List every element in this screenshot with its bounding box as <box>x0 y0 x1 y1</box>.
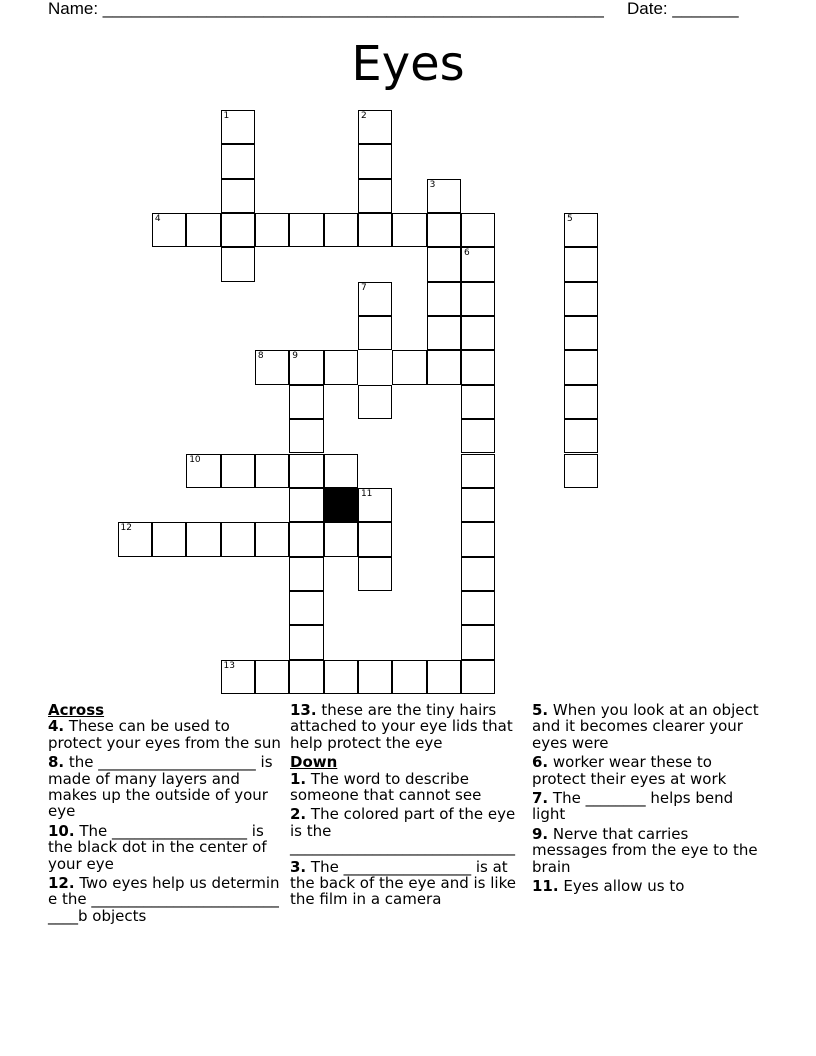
grid-cell[interactable] <box>358 660 392 694</box>
clue-text: When you look at an object and it becomes clearer your eyes were <box>532 701 759 752</box>
clue-text: Nerve that carries messages from the eye to the brain <box>532 824 758 876</box>
grid-cell[interactable] <box>358 144 392 178</box>
clue-number: 12. <box>48 874 75 893</box>
grid-cell[interactable] <box>255 522 289 556</box>
grid-cell[interactable] <box>461 660 495 694</box>
grid-cell[interactable] <box>324 522 358 556</box>
clue-number: 5. <box>532 701 549 719</box>
grid-cell[interactable] <box>427 316 461 350</box>
grid-cell[interactable] <box>358 316 392 350</box>
grid-cell[interactable] <box>358 488 392 522</box>
grid-cell[interactable] <box>564 247 598 281</box>
grid-cell[interactable] <box>221 179 255 213</box>
clue-text: Two eyes help us determine the _____________________________b objects <box>48 874 280 925</box>
page-title: Eyes <box>351 36 465 92</box>
clue-text: worker wear these to protect their eyes at work <box>532 753 727 788</box>
clue-text: Eyes allow us to <box>558 877 685 896</box>
clue-number: 2. <box>290 805 307 824</box>
grid-cell[interactable] <box>427 282 461 316</box>
grid-cell[interactable] <box>186 522 220 556</box>
grid-cell[interactable] <box>461 522 495 556</box>
grid-cell[interactable] <box>289 385 323 419</box>
date-field: Date: _______ <box>627 0 739 18</box>
grid-cell[interactable] <box>289 557 323 591</box>
grid-cell[interactable] <box>564 316 598 350</box>
grid-cell[interactable] <box>289 625 323 659</box>
clue-across-13 <box>290 702 520 751</box>
clue-down-9 <box>532 826 768 875</box>
grid-cell[interactable] <box>221 213 255 247</box>
grid-cell[interactable] <box>461 350 495 384</box>
clue-column-2 <box>290 702 520 911</box>
clue-number: 1. <box>290 769 307 788</box>
grid-cell[interactable] <box>221 660 255 694</box>
grid-cell[interactable] <box>427 660 461 694</box>
grid-cell[interactable] <box>221 454 255 488</box>
clue-down-3 <box>290 859 520 908</box>
clue-text: The colored part of the eye is the ______________________________ <box>290 805 516 857</box>
grid-cell[interactable] <box>289 350 323 384</box>
clue-across-4 <box>48 718 284 751</box>
clue-text: The ________ helps bend light <box>532 789 734 824</box>
grid-cell[interactable] <box>186 454 220 488</box>
clue-number-label: 3 <box>429 179 436 190</box>
grid-cell[interactable] <box>289 591 323 625</box>
clue-text: The _________________ is at the back of the eye and is like the film in a camera <box>290 857 516 909</box>
clue-number: 13. <box>290 701 317 719</box>
clue-down-1 <box>290 771 520 804</box>
grid-cell[interactable] <box>392 350 426 384</box>
grid-cell[interactable] <box>358 522 392 556</box>
clue-number-label: 12 <box>120 523 132 534</box>
grid-cell[interactable] <box>324 454 358 488</box>
name-field: Name: _____________________________________________________ <box>48 0 604 18</box>
clue-number-label: 10 <box>189 454 201 465</box>
clue-across-8 <box>48 754 284 820</box>
clue-text: The __________________ is the black dot in the center of your eye <box>48 821 267 873</box>
clue-number-label: 8 <box>257 351 264 362</box>
clue-column-3 <box>532 702 768 897</box>
clue-number: 10. <box>48 821 75 840</box>
clue-number-label: 9 <box>292 351 298 362</box>
clue-number: 9. <box>532 824 549 843</box>
grid-cell[interactable] <box>392 213 426 247</box>
clue-number: 8. <box>48 753 65 772</box>
grid-cell[interactable] <box>427 213 461 247</box>
grid-block <box>324 488 358 522</box>
grid-cell[interactable] <box>427 247 461 281</box>
grid-cell[interactable] <box>289 522 323 556</box>
clue-number: 4. <box>48 717 65 736</box>
grid-cell[interactable] <box>255 213 289 247</box>
grid-cell[interactable] <box>564 385 598 419</box>
grid-cell[interactable] <box>221 144 255 178</box>
clue-text: The word to describe someone that cannot see <box>290 769 482 805</box>
grid-cell[interactable] <box>564 419 598 453</box>
clue-down-6 <box>532 754 768 787</box>
grid-cell[interactable] <box>324 213 358 247</box>
clue-number-label: 2 <box>360 111 367 121</box>
grid-cell[interactable] <box>289 454 323 488</box>
grid-cell[interactable] <box>461 591 495 625</box>
grid-cell[interactable] <box>358 110 392 144</box>
grid-cell[interactable] <box>221 522 255 556</box>
clue-across-12 <box>48 875 284 924</box>
grid-cell[interactable] <box>324 350 358 384</box>
grid-cell[interactable] <box>152 213 186 247</box>
grid-cell[interactable] <box>564 282 598 316</box>
grid-cell[interactable] <box>289 213 323 247</box>
clue-number: 6. <box>532 753 549 772</box>
grid-cell[interactable] <box>186 213 220 247</box>
grid-cell[interactable] <box>289 419 323 453</box>
clue-number: 3. <box>290 857 307 876</box>
clue-number-label: 4 <box>154 214 161 225</box>
grid-cell[interactable] <box>461 488 495 522</box>
grid-cell[interactable] <box>221 247 255 281</box>
grid-cell[interactable] <box>564 350 598 384</box>
clue-down-5 <box>532 702 768 751</box>
clue-number: 11. <box>532 877 559 896</box>
clue-text: the _____________________ is made of many layers and makes up the outside of your eye <box>48 753 273 821</box>
clue-down-2 <box>290 806 520 855</box>
across-heading: Across <box>48 701 105 719</box>
grid-cell[interactable] <box>392 660 426 694</box>
clue-number-label: 5 <box>567 214 573 225</box>
grid-cell[interactable] <box>118 522 152 556</box>
grid-cell[interactable] <box>358 179 392 213</box>
grid-cell[interactable] <box>461 454 495 488</box>
grid-cell[interactable] <box>461 419 495 453</box>
grid-cell[interactable] <box>358 213 392 247</box>
grid-cell[interactable] <box>324 660 358 694</box>
clue-down-7 <box>532 790 768 823</box>
grid-cell[interactable] <box>461 213 495 247</box>
grid-cell[interactable] <box>461 385 495 419</box>
clue-number-label: 1 <box>223 111 230 121</box>
clue-across-10 <box>48 823 284 872</box>
clue-number-label: 11 <box>360 488 373 499</box>
down-heading: Down <box>290 753 338 772</box>
grid-cell[interactable] <box>255 660 289 694</box>
clue-text: these are the tiny hairs attached to your eye lids that help protect the eye <box>290 701 513 752</box>
grid-cell[interactable] <box>461 247 495 281</box>
grid-cell[interactable] <box>358 282 392 316</box>
clue-number-label: 6 <box>464 248 470 259</box>
grid-cell[interactable] <box>461 316 495 350</box>
grid-cell[interactable] <box>461 282 495 316</box>
grid-cell[interactable] <box>461 625 495 659</box>
clue-column-1 <box>48 702 284 927</box>
clue-number-label: 13 <box>223 660 235 671</box>
grid-cell[interactable] <box>564 454 598 488</box>
clue-down-11 <box>532 878 768 894</box>
grid-cell[interactable] <box>427 179 461 213</box>
grid-cell[interactable] <box>255 350 289 384</box>
grid-cell[interactable] <box>427 350 461 384</box>
grid-cell[interactable] <box>358 557 392 591</box>
grid-cell[interactable] <box>152 522 186 556</box>
grid-cell[interactable] <box>221 110 255 144</box>
clue-number: 7. <box>532 789 549 808</box>
grid-cell[interactable] <box>289 660 323 694</box>
grid-cell[interactable] <box>289 488 323 522</box>
grid-cell[interactable] <box>358 385 392 419</box>
grid-cell[interactable] <box>255 454 289 488</box>
clue-text: These can be used to protect your eyes from the sun <box>48 717 281 752</box>
clue-number-label: 7 <box>360 282 367 293</box>
grid-cell[interactable] <box>564 213 598 247</box>
grid-cell[interactable] <box>461 557 495 591</box>
